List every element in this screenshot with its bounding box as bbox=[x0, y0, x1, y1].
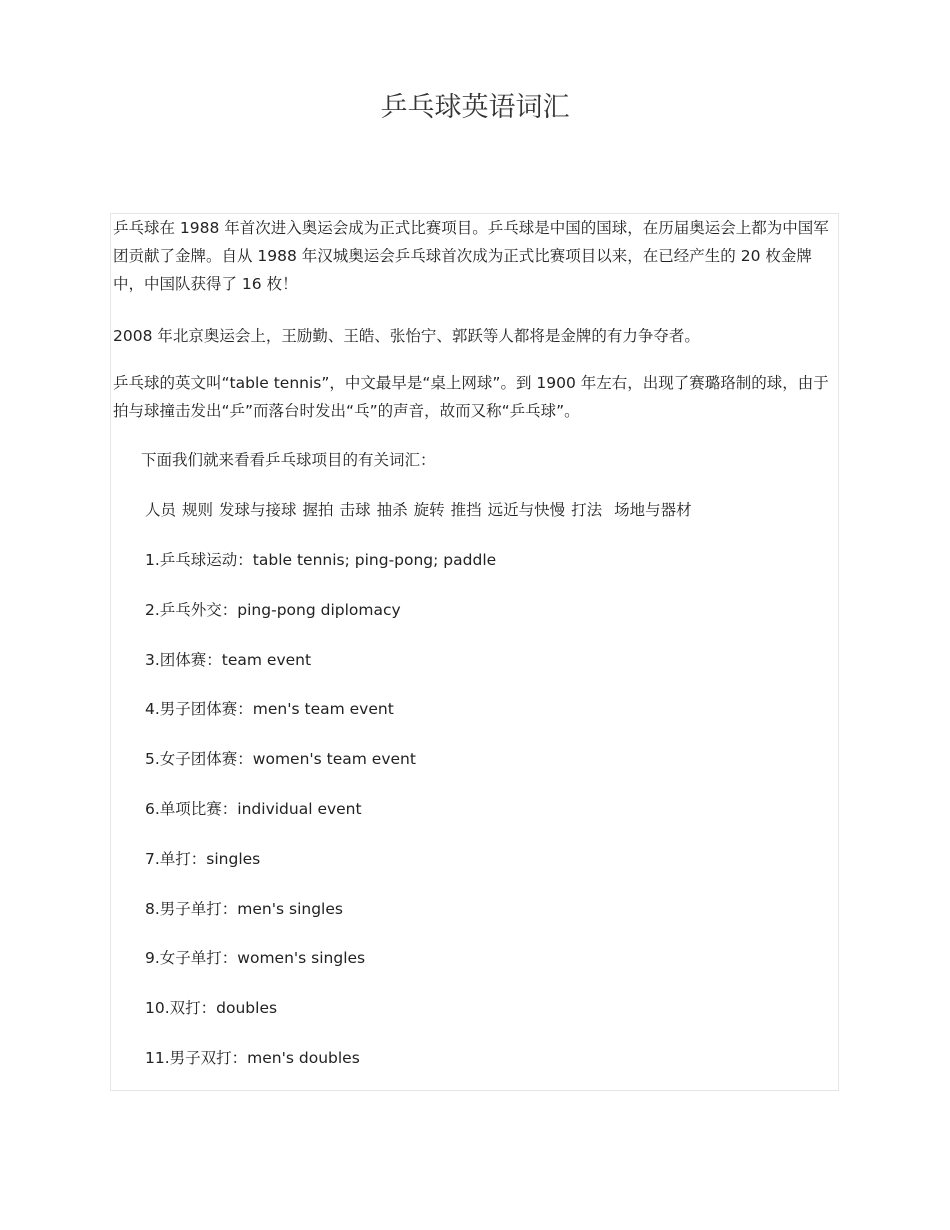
intro-paragraph-name-origin: 乒乓球的英文叫“table tennis”，中文最早是“桌上网球”。到 1900 年左右，出现了赛璐珞制的球，由于拍与球撞击发出“乒”而落台时发出“乓”的声音，故而又称“乒乓球”。 bbox=[113, 374, 829, 420]
vocab-item: 3.团体赛：team event bbox=[145, 650, 312, 669]
intro-paragraph-players: 2008 年北京奥运会上，王励勤、王皓、张怡宁、郭跃等人都将是金牌的有力争夺者。 bbox=[113, 327, 700, 345]
category-item: 场地与器材 bbox=[614, 501, 692, 519]
vocab-item: 7.单打：singles bbox=[145, 849, 261, 868]
vocab-intro-line: 下面我们就来看看乒乓球项目的有关词汇： bbox=[141, 451, 436, 469]
category-item: 抽杀 bbox=[376, 501, 408, 519]
category-item: 握拍 bbox=[302, 501, 334, 519]
vocab-list bbox=[145, 546, 496, 1094]
category-list bbox=[145, 496, 698, 524]
page-title: 乒乓球英语词汇 bbox=[380, 92, 570, 123]
vocab-item: 2.乒乓外交：ping-pong diplomacy bbox=[145, 600, 401, 619]
category-item: 旋转 bbox=[413, 501, 445, 519]
article-body bbox=[110, 213, 839, 1091]
category-item: 击球 bbox=[339, 501, 371, 519]
vocab-item: 9.女子单打：women's singles bbox=[145, 949, 366, 968]
category-item: 发球与接球 bbox=[219, 501, 297, 519]
category-item: 人员 bbox=[145, 501, 177, 519]
vocab-item: 6.单项比赛：individual event bbox=[145, 799, 362, 818]
vocab-item: 11.男子双打：men's doubles bbox=[145, 1048, 360, 1067]
category-item: 远近与快慢 bbox=[487, 501, 566, 519]
intro-paragraph-history: 乒乓球在 1988 年首次进入奥运会成为正式比赛项目。乒乓球是中国的国球，在历届奥运会上都为中国军团贡献了金牌。自从 1988 年汉城奥运会乒乓球首次成为正式比赛项目以来，在已经产生的 20 枚金牌中，中国队获得了 16 枚！ bbox=[113, 219, 829, 293]
vocab-item: 4.男子团体赛：men's team event bbox=[145, 700, 394, 719]
vocab-item: 1.乒乓球运动：table tennis; ping-pong; paddle bbox=[145, 551, 497, 569]
category-item: 打法 bbox=[571, 501, 603, 519]
vocab-item: 10.双打：doubles bbox=[145, 999, 278, 1018]
category-item: 规则 bbox=[182, 501, 214, 519]
vocab-item: 8.男子单打：men's singles bbox=[145, 899, 343, 918]
vocab-item: 5.女子团体赛：women's team event bbox=[145, 750, 416, 769]
category-item: 推挡 bbox=[450, 501, 482, 519]
